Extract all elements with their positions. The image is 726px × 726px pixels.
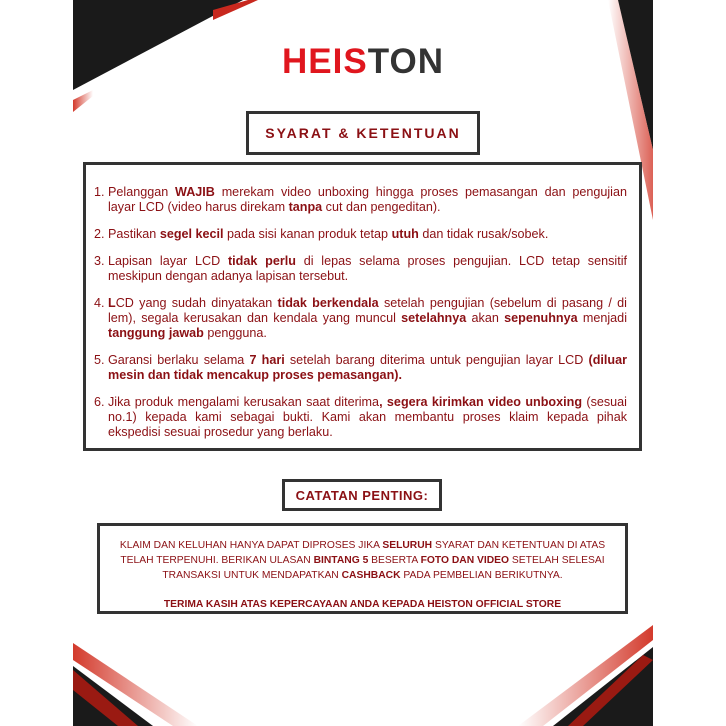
note-emphasis: BINTANG 5 [313, 555, 369, 566]
term-segment: Jika produk mengalami kerusakan saat diterima [108, 395, 380, 409]
term-emphasis: (diluar mesin dan tidak mencakup proses pemasangan). [108, 353, 627, 382]
term-item [94, 395, 627, 440]
top-left-light-stripe [73, 90, 93, 112]
terms-list [86, 165, 639, 440]
note-emphasis: SELURUH [382, 540, 433, 551]
note-title: CATATAN PENTING: [295, 487, 429, 503]
heiston-logo [0, 42, 726, 82]
term-segment: (sesuai no.1) kepada kami sebagai bukti. Kami akan membantu proses klaim kepada pihak ekspedisi sesuai prosedur yang berlaku. [108, 395, 627, 439]
note-emphasis: FOTO DAN VIDEO [420, 555, 510, 566]
page-title: SYARAT & KETENTUAN [265, 125, 461, 141]
term-number: 2. [94, 227, 105, 241]
term-number: 4. [94, 296, 105, 310]
bottom-right-black-shape [553, 647, 653, 726]
title-box [246, 111, 480, 155]
term-segment: dan tidak rusak/sobek. [418, 227, 549, 241]
term-segment: di lepas selama proses pengujian. LCD tetap sensitif meskipun dengan adanya lapisan tersebut. [108, 254, 627, 283]
term-text [108, 185, 627, 215]
terms-box [83, 162, 642, 451]
term-segment: setelah pengujian (sebelum di pasang / di lem), segala kerusakan dan kendala yang muncul [108, 296, 627, 325]
term-text [108, 395, 627, 440]
term-emphasis: tanpa [288, 200, 323, 214]
term-segment: Garansi berlaku selama [108, 353, 250, 367]
term-emphasis: sepenuhnya [504, 311, 578, 325]
term-text [108, 254, 627, 284]
term-item [94, 353, 627, 383]
note-segment: PADA PEMBELIAN BERIKUTNYA. [400, 570, 563, 581]
term-segment: setelah barang diterima untuk pengujian layar LCD [284, 353, 589, 367]
term-segment: Pelanggan [108, 185, 176, 199]
term-text [108, 296, 627, 341]
term-number: 5. [94, 353, 105, 367]
term-item [94, 296, 627, 341]
term-emphasis: tidak perlu [227, 254, 296, 268]
note-segment: BESERTA [368, 555, 421, 566]
note-box [97, 523, 628, 614]
term-segment: merekam video unboxing hingga proses pemasangan dan pengujian layar LCD (video harus direkam [108, 185, 627, 214]
term-emphasis: L [108, 296, 116, 310]
note-text [100, 526, 625, 583]
term-segment: menjadi [577, 311, 627, 325]
thanks-text: TERIMA KASIH ATAS KEPERCAYAAN ANDA KEPADA HEISTON OFFICIAL STORE [163, 599, 562, 610]
note-emphasis: CASHBACK [341, 570, 401, 581]
term-emphasis: utuh [391, 227, 419, 241]
term-emphasis: tidak berkendala [277, 296, 379, 310]
term-number: 3. [94, 254, 105, 268]
term-emphasis: setelahnya [401, 311, 467, 325]
term-segment: CD yang sudah dinyatakan [115, 296, 278, 310]
term-item [94, 227, 627, 242]
logo-dark-part: TON [367, 42, 444, 81]
term-segment: akan [466, 311, 505, 325]
logo-red-part: HEIS [282, 42, 368, 81]
term-text [108, 227, 627, 242]
term-number: 1. [94, 185, 105, 199]
term-segment: Lapisan layar LCD [108, 254, 228, 268]
term-emphasis: 7 hari [249, 353, 285, 367]
term-number: 6. [94, 395, 105, 409]
term-emphasis: WAJIB [175, 185, 215, 199]
term-segment: pengguna. [203, 326, 267, 340]
term-segment: cut dan pengeditan). [322, 200, 441, 214]
term-item [94, 185, 627, 215]
term-text [108, 353, 627, 383]
note-segment: KLAIM DAN KELUHAN HANYA DAPAT DIPROSES JIKA [119, 540, 383, 551]
term-emphasis: segel kecil [159, 227, 224, 241]
note-segment: SETELAH SELESAI TRANSAKSI UNTUK MENDAPATKAN [162, 555, 605, 581]
term-item [94, 254, 627, 284]
note-segment: SYARAT DAN KETENTUAN DI ATAS TELAH TERPENUHI. BERIKAN ULASAN [120, 540, 606, 566]
term-segment: Pastikan [108, 227, 160, 241]
term-emphasis: , segera kirimkan video unboxing [379, 395, 583, 409]
note-title-box [282, 479, 442, 511]
term-segment: pada sisi kanan produk tetap [223, 227, 392, 241]
term-emphasis: tanggung jawab [108, 326, 204, 340]
